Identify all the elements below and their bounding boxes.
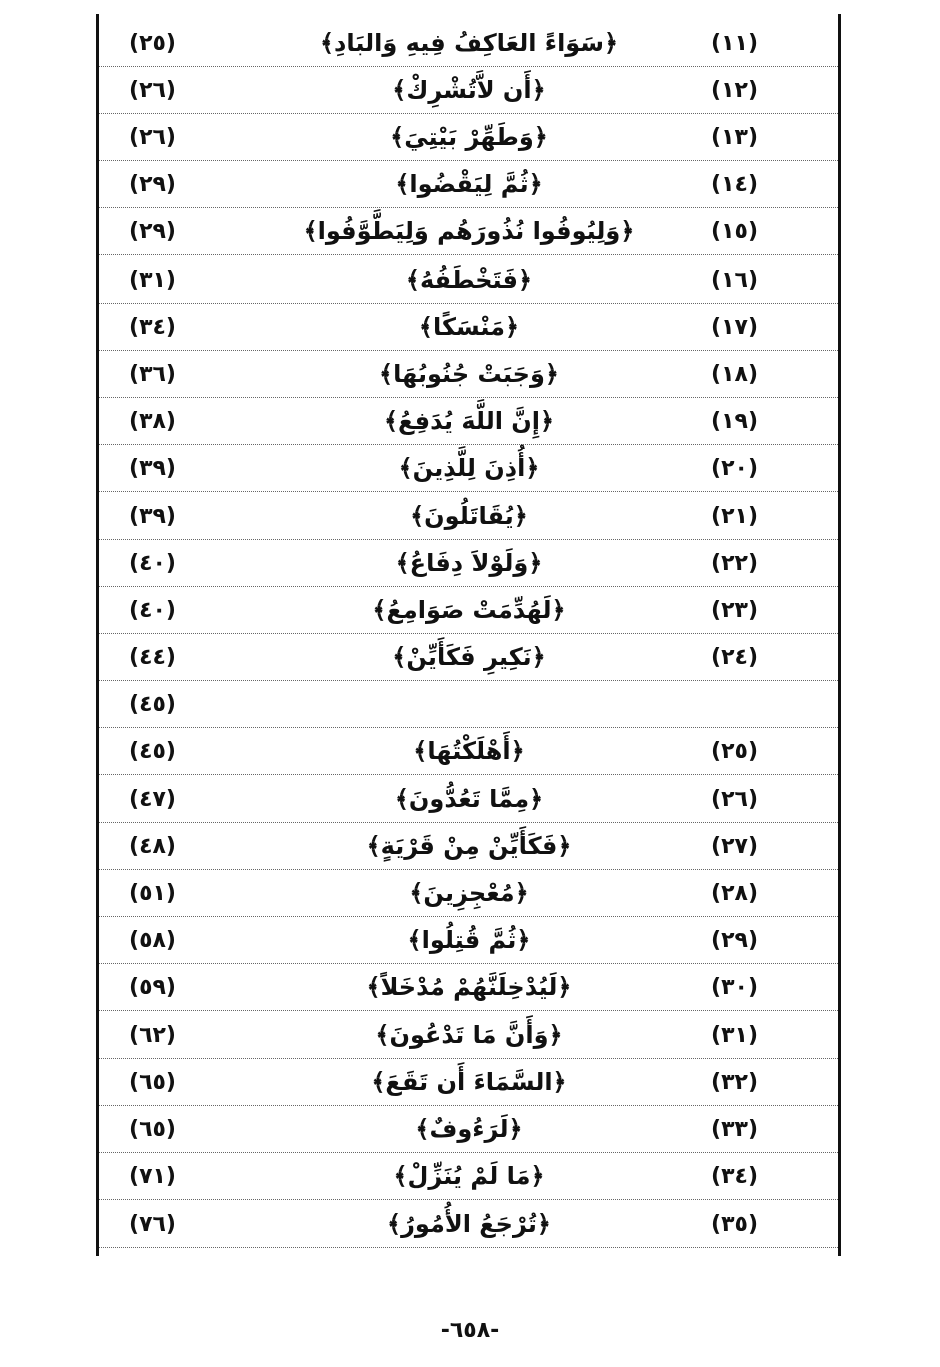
quran-phrase: ﴿إِنَّ اللَّهَ يُدَفِعُ﴾	[383, 407, 555, 435]
table-row	[99, 208, 838, 255]
quran-phrase	[239, 681, 699, 728]
verse-reference: (٤٧)	[129, 787, 176, 812]
verse-reference: (٤٨)	[129, 834, 176, 859]
entry-number: (٣٢)	[711, 1070, 758, 1095]
verse-reference: (٢٦)	[129, 125, 176, 150]
entry-number: (١٦)	[711, 268, 758, 293]
verse-reference: (٣٩)	[129, 456, 176, 481]
entry-number: (٢٦)	[711, 787, 758, 812]
table-row	[99, 257, 838, 304]
quran-phrase: ﴿أَن لاَّتُشْرِكْ﴾	[392, 76, 546, 104]
quran-phrase: ﴿السَّمَاءَ أَن تَقَعَ﴾	[371, 1068, 567, 1096]
table-row	[99, 1059, 838, 1106]
verse-reference: (٦٥)	[129, 1070, 176, 1095]
quran-phrase: ﴿فَتَخْطَفُهُ﴾	[405, 266, 533, 294]
entry-number	[678, 681, 758, 728]
entry-number: (٢٥)	[711, 739, 758, 764]
table-row	[99, 445, 838, 492]
table-row	[99, 823, 838, 870]
quran-phrase: ﴿لَرَءُوفٌ﴾	[415, 1115, 523, 1143]
verse-reference: (٤٥)	[129, 692, 176, 717]
verse-reference: (٦٢)	[129, 1023, 176, 1048]
table-row	[99, 681, 838, 728]
table-row	[99, 1106, 838, 1153]
quran-phrase: ﴿وَلَوْلاَ دِفَاعُ﴾	[395, 549, 543, 577]
table-row	[99, 634, 838, 681]
verse-reference: (٤٤)	[129, 645, 176, 670]
entry-number: (٣٣)	[711, 1117, 758, 1142]
table-row	[99, 20, 838, 67]
table-row	[99, 587, 838, 634]
entry-number: (١٨)	[711, 362, 758, 387]
quran-phrase: ﴿سَوَاءً العَاكِفُ فِيهِ وَالبَادِ﴾	[319, 29, 619, 57]
entry-number: (١٣)	[711, 125, 758, 150]
entry-number: (٣١)	[711, 1023, 758, 1048]
quran-phrase: ﴿فَكَأَيِّنْ مِنْ قَرْيَةٍ﴾	[366, 832, 572, 860]
quran-phrase: ﴿لَهُدِّمَتْ صَوَامِعُ﴾	[372, 596, 566, 624]
table-row	[99, 493, 838, 540]
quran-phrase: ﴿وَلِيُوفُوا نُذُورَهُم وَلِيَطَّوَّفُوا﴾	[303, 217, 635, 245]
verse-reference: (٤٠)	[129, 598, 176, 623]
entry-number: (١٥)	[711, 219, 758, 244]
verse-reference: (٥٨)	[129, 928, 176, 953]
entry-number: (٢٣)	[711, 598, 758, 623]
verse-reference: (٧٦)	[129, 1212, 176, 1237]
page-number: -٦٥٨-	[440, 1318, 500, 1343]
verse-reference: (٣٤)	[129, 315, 176, 340]
table-row	[99, 917, 838, 964]
quran-phrase: ﴿نَكِيرِ فَكَأَيِّنْ﴾	[392, 643, 546, 671]
entry-number: (٢٧)	[711, 834, 758, 859]
table-row	[99, 351, 838, 398]
entry-number: (٣٠)	[711, 975, 758, 1000]
entry-number: (١٧)	[711, 315, 758, 340]
entry-number: (٢٩)	[711, 928, 758, 953]
verse-reference: (٤٥)	[129, 739, 176, 764]
verse-reference: (٢٩)	[129, 219, 176, 244]
quran-phrase: ﴿أُذِنَ لِلَّذِينَ﴾	[398, 454, 540, 482]
entry-number: (٣٤)	[711, 1164, 758, 1189]
quran-phrase: ﴿ثُمَّ لِيَقْضُوا﴾	[395, 170, 543, 198]
table-row	[99, 540, 838, 587]
table-row	[99, 161, 838, 208]
verse-reference: (٥١)	[129, 881, 176, 906]
entry-number: (٢٤)	[711, 645, 758, 670]
table-row	[99, 67, 838, 114]
quran-phrase: ﴿أَهْلَكْتُهَا﴾	[413, 737, 525, 765]
table-row	[99, 1153, 838, 1200]
table-row	[99, 728, 838, 775]
quran-phrase: ﴿وَأَنَّ مَا تَدْعُونَ﴾	[375, 1021, 563, 1049]
quran-phrase: ﴿وَجَبَتْ جُنُوبُهَا﴾	[379, 360, 559, 388]
verse-reference: (٦٥)	[129, 1117, 176, 1142]
verse-reference: (٤٠)	[129, 551, 176, 576]
verse-reference: (٢٩)	[129, 172, 176, 197]
entry-number: (٢٨)	[711, 881, 758, 906]
verse-reference: (٢٦)	[129, 78, 176, 103]
verse-reference: (٣٦)	[129, 362, 176, 387]
table-row	[99, 304, 838, 351]
quran-phrase: ﴿تُرْجَعُ الأُمُورُ﴾	[387, 1210, 551, 1238]
table-row	[99, 776, 838, 823]
entry-number: (١٤)	[711, 172, 758, 197]
table-row	[99, 964, 838, 1011]
entry-number: (٢٢)	[711, 551, 758, 576]
verse-reference: (٥٩)	[129, 975, 176, 1000]
verse-reference: (٧١)	[129, 1164, 176, 1189]
quran-phrase: ﴿ثُمَّ قُتِلُوا﴾	[407, 926, 531, 954]
verse-reference: (٣٩)	[129, 504, 176, 529]
table-row	[99, 114, 838, 161]
entry-number: (٢١)	[711, 504, 758, 529]
quran-phrase: ﴿مَا لَمْ يُنَزِّلْ﴾	[393, 1162, 545, 1190]
verse-reference: (٢٥)	[129, 31, 176, 56]
verse-reference: (٣٨)	[129, 409, 176, 434]
quran-phrase: ﴿مَنْسَكًا﴾	[418, 313, 520, 341]
table-row	[99, 870, 838, 917]
entry-number: (١٩)	[711, 409, 758, 434]
entry-number: (٣٥)	[711, 1212, 758, 1237]
entry-number: (١٢)	[711, 78, 758, 103]
verse-reference: (٣١)	[129, 268, 176, 293]
quran-phrase: ﴿مِمَّا تَعُدُّونَ﴾	[394, 785, 544, 813]
table-row	[99, 398, 838, 445]
quran-phrase: ﴿وَطَهِّرْ بَيْتِيَ﴾	[390, 123, 548, 151]
quran-phrase: ﴿يُقَاتَلُونَ﴾	[410, 502, 528, 530]
quran-phrase: ﴿لَيُدْخِلَنَّهُمْ مُدْخَلاً﴾	[366, 973, 572, 1001]
entry-number: (١١)	[711, 31, 758, 56]
index-table	[96, 14, 841, 1256]
quran-phrase: ﴿مُعْجِزِينَ﴾	[409, 879, 529, 907]
table-row	[99, 1201, 838, 1248]
table-row	[99, 1012, 838, 1059]
entry-number: (٢٠)	[711, 456, 758, 481]
